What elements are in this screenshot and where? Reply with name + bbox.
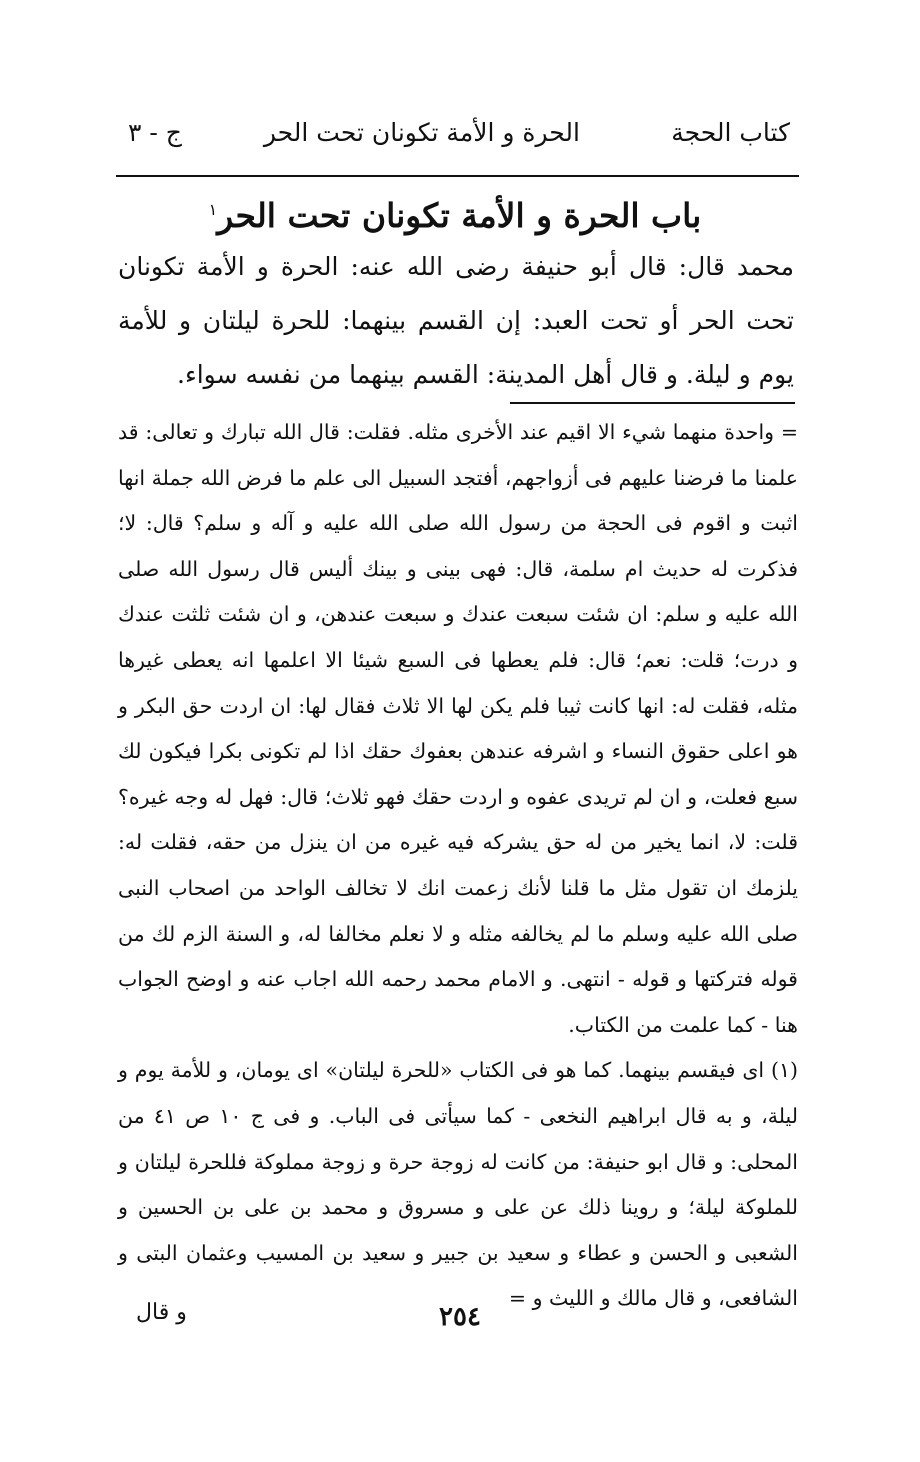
header-volume: ج - ٣ — [128, 118, 182, 147]
footnote-1: (١) اى فيقسم بينهما. كما هو فى الكتاب «للحرة ليلتان» اى يومان، و للأمة يوم و ليلة، و به قال ابراهيم النخعى - كما سيأتى فى الباب. و فى ج ١٠ ص ٤١ من المحلى: و قال ابو حنيفة: من كانت له زوجة حرة و زوجة مملوكة فللحرة ليلتان و للملوكة ليلة؛ و روينا ذلك عن على و مسروق و محمد بن على بن الحسين و الشعبى و الحسن و عطاء و سعيد بن جبير و سعيد بن المسيب وعثمان البتى و الشافعى، و قال مالك و الليث و = — [118, 1058, 798, 1311]
chapter-title — [120, 182, 790, 244]
header-rule — [116, 175, 799, 177]
main-paragraph: محمد قال: قال أبو حنيفة رضى الله عنه: الحرة و الأمة تكونان تحت الحر أو تحت العبد: إن القسم بينهما: للحرة ليلتان و للأمة يوم و ليلة. و قال أهل المدينة: القسم بينهما من نفسه سواء. — [118, 252, 794, 389]
running-header — [120, 118, 790, 162]
catchword: و قال — [136, 1300, 187, 1325]
footnote-rule — [510, 402, 795, 404]
footnote-marker: ١ — [208, 200, 218, 219]
header-topic: الحرة و الأمة تكونان تحت الحر — [263, 118, 580, 147]
footnotes — [118, 410, 798, 1322]
header-book-title: كتاب الحجة — [671, 118, 790, 147]
main-text — [118, 240, 794, 402]
footnote-continuation: = واحدة منهما شيء الا اقيم عند الأخرى مثله. فقلت: قال الله تبارك و تعالى: قد علمنا ما فرضنا عليهم فى أزواجهم، أفتجد السبيل الى علم ما فرض الله جملة انها اثبت و اقوم فى الحجة من رسول الله صلى الله عليه و آله و سلم؟ قال: لا؛ فذكرت له حديث ام سلمة، قال: فهى بينى و بينك أليس قال رسول الله صلى الله عليه و سلم: ان شئت سبعت عندك و سبعت عندهن، و ان شئت ثلثت عندك و درت؛ قلت: نعم؛ قال: فلم يعطها فى السبع شيئا الا اعلمها انه يعطى غيرها مثله، فقلت له: انها كانت ثيبا فلم يكن لها الا ثلاث فقال لها: ان اردت حق البكر و هو اعلى حقوق النساء و اشرفه عندهن بعفوك حقك اذا لم تكونى بكرا فيكون لك سبع فعلت، و ان لم تريدى عفوه و اردت حقك فهو ثلاث؛ قال: فهل له وجه غيره؟ قلت: لا، انما يخير من له حق يشركه فيه غيره من ان ينزل من حقه، فقلت له: يلزمك ان تقول مثل ما قلنا لأنك زعمت انك لا تخالف الواحد من اصحاب النبى صلى الله عليه وسلم ما لم يخالفه مثله و لا نعلم مخالفا له، و السنة الزم لك من قوله فتركتها و قوله - انتهى. و الامام محمد رحمه الله اجاب عنه و اوضح الجواب هنا - كما علمت من الكتاب. — [118, 420, 798, 1037]
page-number: ٢٥٤ — [439, 1302, 481, 1332]
chapter-title-text: باب الحرة و الأمة تكونان تحت الحر — [217, 196, 702, 235]
